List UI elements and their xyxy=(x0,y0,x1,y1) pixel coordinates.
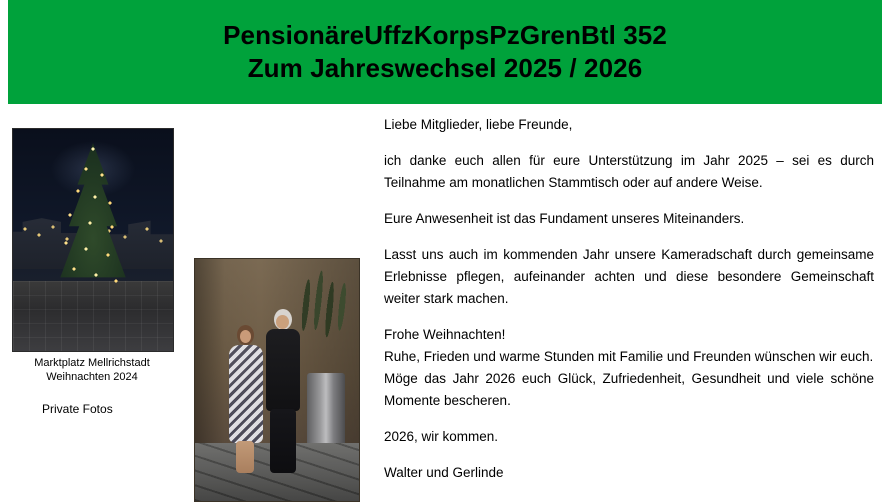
couple-photo xyxy=(194,258,360,502)
tree-photo-caption xyxy=(12,356,172,384)
tree-lights-icon xyxy=(50,143,136,303)
woman-dress xyxy=(229,345,263,443)
letter-wishes: Ruhe, Frieden und warme Stunden mit Familie und Freunden wünschen wir euch. xyxy=(384,349,874,364)
left-image-column xyxy=(0,110,370,500)
photo-credit: Private Fotos xyxy=(42,402,113,416)
person-man xyxy=(261,309,305,475)
letter-paragraph-comradeship: Lasst uns auch im kommenden Jahr unsere Kameradschaft durch gemeinsame Erlebnisse pflegen, aufeinander achten und diese besondere Gemeinschaft weiter stark machen. xyxy=(384,247,874,306)
letter-paragraph-foundation: Eure Anwesenheit ist das Fundament unseres Miteinanders. xyxy=(384,211,745,226)
christmas-tree-photo xyxy=(12,128,174,352)
letter-new-year-wishes: Möge das Jahr 2026 euch Glück, Zufriedenheit, Gesundheit und viele schöne Momente bescheren. xyxy=(384,371,874,408)
man-trousers xyxy=(270,409,296,473)
banner-title-line-1: PensionäreUffzKorpsPzGrenBtl 352 xyxy=(223,20,667,50)
man-jacket xyxy=(266,329,300,411)
letter-body xyxy=(384,114,874,484)
letter-paragraph-thanks: ich danke euch allen für eure Unterstützung im Jahr 2025 – sei es durch Teilnahme am monatlichen Stammtisch oder auf andere Weise. xyxy=(384,153,874,190)
header-banner xyxy=(8,0,882,104)
man-face xyxy=(276,315,289,329)
caption-line-2: Weihnachten 2024 xyxy=(46,371,138,383)
letter-closing-line: 2026, wir kommen. xyxy=(384,429,499,444)
letter-salutation: Liebe Mitglieder, liebe Freunde, xyxy=(384,117,573,132)
letter-signature: Walter und Gerlinde xyxy=(384,465,504,480)
caption-line-1: Marktplatz Mellrichstadt xyxy=(34,357,150,369)
banner-title-line-2: Zum Jahreswechsel 2025 / 2026 xyxy=(247,53,643,83)
woman-face xyxy=(240,330,251,343)
woman-legs xyxy=(236,441,254,473)
letter-christmas-greeting: Frohe Weihnachten! xyxy=(384,327,506,342)
